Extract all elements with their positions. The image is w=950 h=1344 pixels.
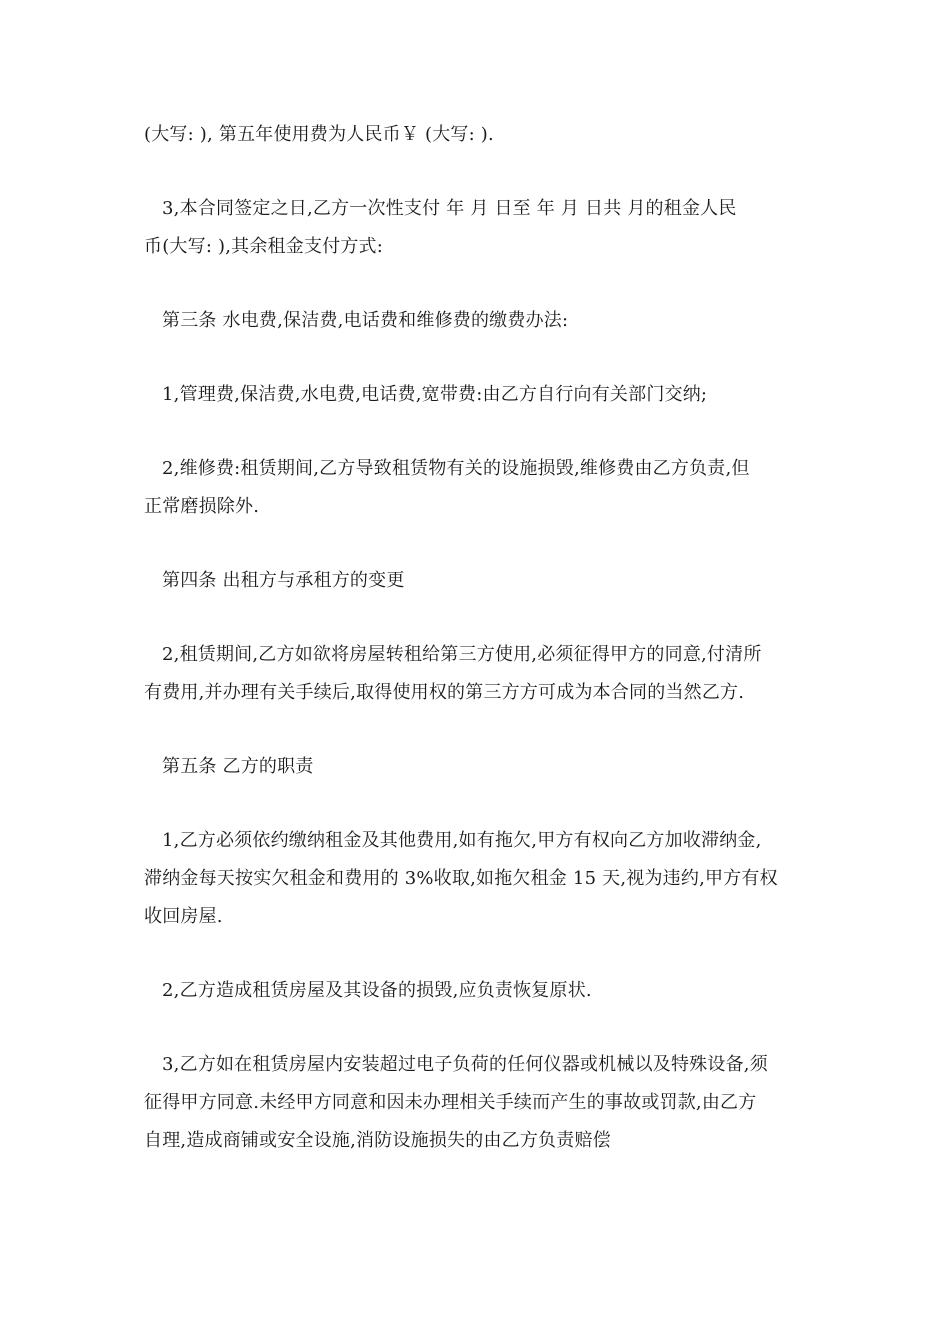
text-line-duty-1c: 收回房屋. [144,906,223,927]
text-line-clause-3-1: 3,本合同签定之日,乙方一次性支付 年 月 日至 年 月 日共 月的租金人民 [162,198,737,219]
text-line-installment-fee: (大写: ), 第五年使用费为人民币￥ (大写: ). [144,124,494,145]
text-line-sublease-1: 2,租赁期间,乙方如欲将房屋转租给第三方使用,必须征得甲方的同意,付清所 [162,644,762,665]
text-line-clause-3-2: 币(大写: ),其余租金支付方式: [144,236,384,257]
text-line-duty-3c: 自理,造成商铺或安全设施,消防设施损失的由乙方负责赔偿 [144,1130,611,1151]
text-line-fees-1: 1,管理费,保洁费,水电费,电话费,宽带费:由乙方自行向有关部门交纳; [162,384,708,405]
text-line-duty-3b: 征得甲方同意.未经甲方同意和因未办理相关手续而产生的事故或罚款,由乙方 [144,1092,757,1113]
article-5-heading: 第五条 乙方的职责 [162,756,314,777]
article-4-heading: 第四条 出租方与承租方的变更 [162,570,405,591]
text-line-duty-3a: 3,乙方如在租赁房屋内安装超过电子负荷的任何仪器或机械以及特殊设备,须 [162,1054,768,1075]
text-line-maintenance-2: 正常磨损除外. [144,496,260,517]
text-line-duty-2: 2,乙方造成租赁房屋及其设备的损毁,应负责恢复原状. [162,980,592,1001]
text-line-duty-1b: 滞纳金每天按实欠租金和费用的 3%收取,如拖欠租金 15 天,视为违约,甲方有权 [144,868,778,889]
text-line-duty-1a: 1,乙方必须依约缴纳租金及其他费用,如有拖欠,甲方有权向乙方加收滞纳金, [162,830,762,851]
text-line-sublease-2: 有费用,并办理有关手续后,取得使用权的第三方方可成为本合同的当然乙方. [144,682,745,703]
article-3-heading: 第三条 水电费,保洁费,电话费和维修费的缴费办法: [162,310,569,331]
text-line-maintenance-1: 2,维修费:租赁期间,乙方导致租赁物有关的设施损毁,维修费由乙方负责,但 [162,458,750,479]
